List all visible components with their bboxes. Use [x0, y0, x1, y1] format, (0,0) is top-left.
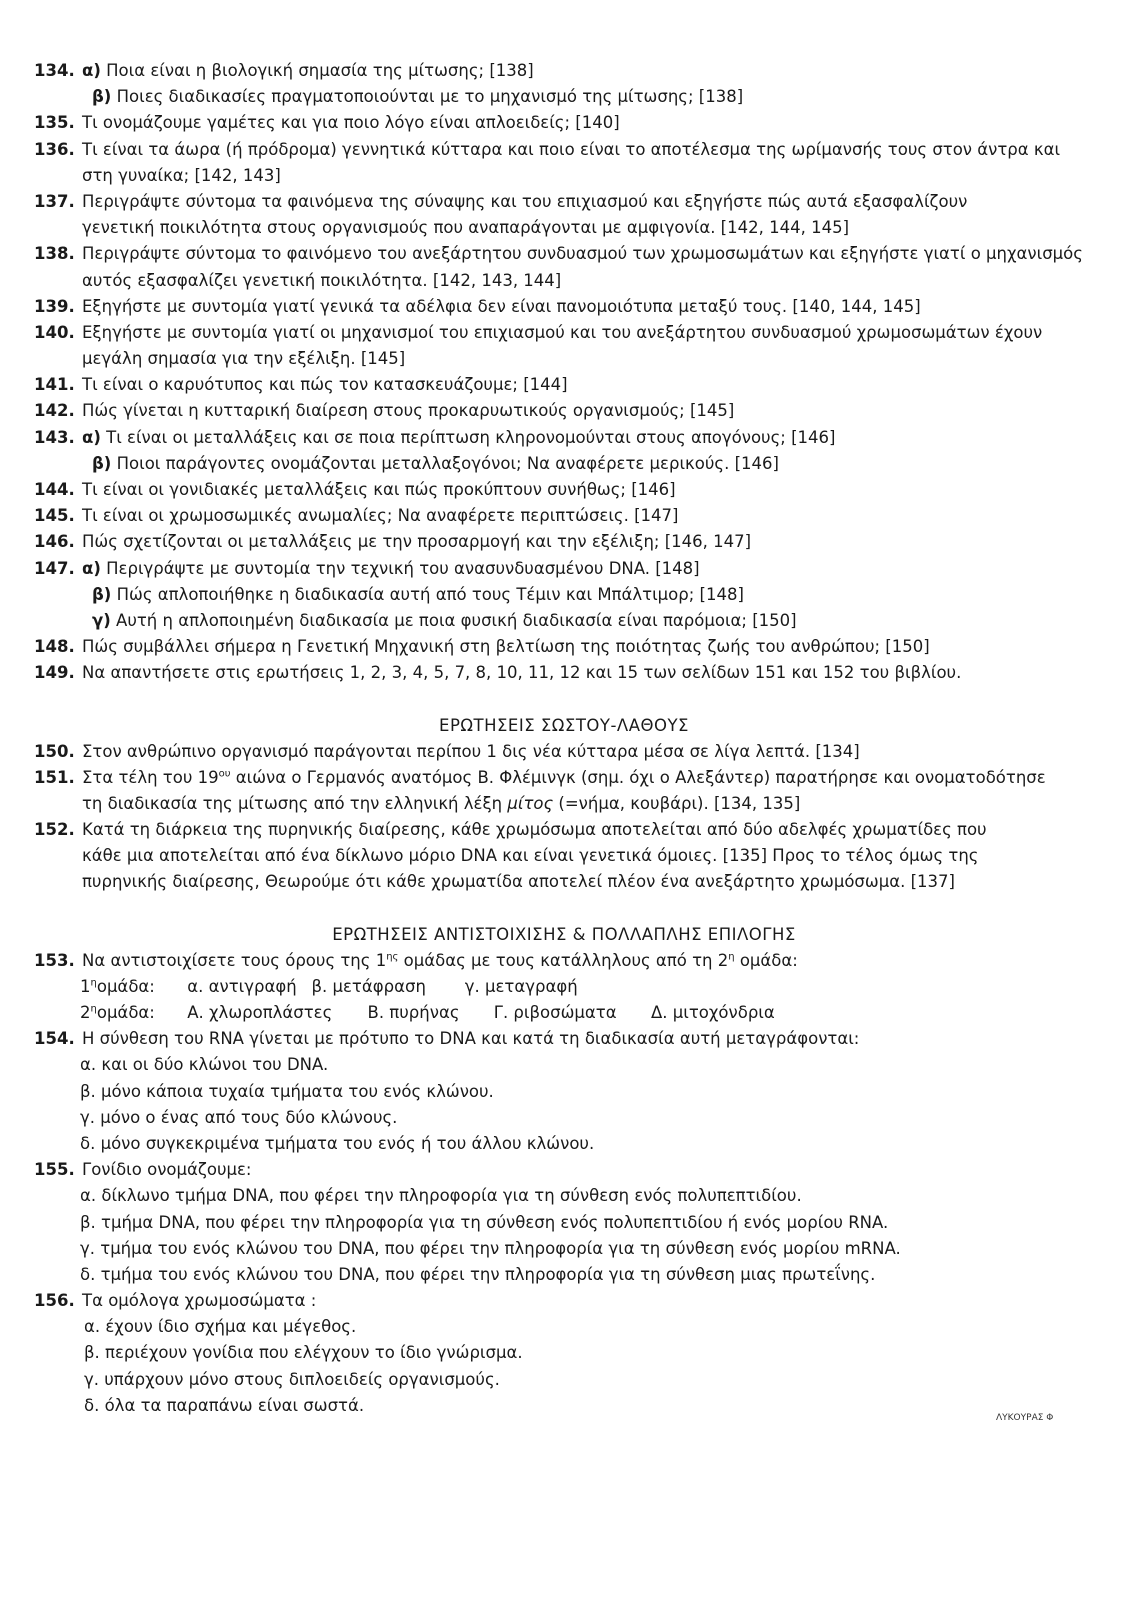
question-text: Τι είναι οι χρωμοσωμικές ανωμαλίες; Να αναφέρετε περιπτώσεις. [147] [82, 506, 679, 526]
question-text: Πώς συμβάλλει σήμερα η Γενετική Μηχανική στη βελτίωση της ποιότητας ζωής του ανθρώπου; [150] [82, 637, 930, 657]
question-text: Στα τέλη του 19 [82, 767, 219, 787]
question-number: 149. [34, 663, 75, 683]
question-text: Τι είναι ο καρυότυπος και πώς τον κατασκευάζουμε; [144] [82, 375, 568, 395]
answer-option: α. έχουν ίδιο σχήμα και μέγεθος. [84, 1317, 357, 1337]
superscript: ου [218, 768, 231, 780]
answer-option: β. περιέχουν γονίδια που ελέγχουν το ίδιο γνώρισμα. [84, 1343, 523, 1363]
sub-label: α) [82, 61, 101, 80]
answer-option: γ. μόνο ο ένας από τους δύο κλώνους. [80, 1107, 398, 1127]
question-text: Τα ομόλογα χρωμοσώματα : [82, 1291, 317, 1311]
question-text: Κατά τη διάρκεια της πυρηνικής διαίρεσης, κάθε χρωμόσωμα αποτελείται από δύο αδελφές χρωματίδες που [82, 820, 987, 840]
question-140 [34, 320, 1094, 346]
question-text: Να αντιστοιχίσετε τους όρους της 1 [82, 950, 387, 970]
answer-option: α. και οι δύο κλώνοι του DNA. [80, 1055, 329, 1075]
question-137 [34, 189, 1094, 215]
answer-option: β. τμήμα DNA, που φέρει την πληροφορία για τη σύνθεση ενός πολυπεπτιδίου ή ενός μορίου RNA. [80, 1212, 889, 1232]
question-text: αιώνα ο Γερμανός ανατόμος Β. Φλέμινγκ (σημ. όχι ο Αλεξάντερ) παρατήρησε και ονοματοδότησε [230, 767, 1046, 787]
question-138 [34, 241, 1094, 267]
question-text: Τι είναι οι μεταλλάξεις και σε ποια περίπτωση κληρονομούνται στους απογόνους; [146] [106, 427, 836, 447]
match-term: Γ. ριβοσώματα [493, 1003, 617, 1022]
answer-option: δ. μόνο συγκεκριμένα τμήματα του ενός ή του άλλου κλώνου. [80, 1133, 595, 1153]
question-number: 153. [34, 950, 75, 970]
question-text: Εξηγήστε με συντομία γιατί οι μηχανισμοί του επιχιασμού και του ανεξάρτητου συνδυασμού χρωμοσωμάτων έχουν [82, 322, 1043, 342]
question-146 [34, 529, 1094, 555]
match-term: γ. μεταγραφή [464, 976, 578, 996]
question-153 [34, 948, 1094, 974]
question-text: Τι ονομάζουμε γαμέτες και για ποιο λόγο είναι απλοειδείς; [140] [82, 113, 620, 133]
question-text-continued: γενετική ποικιλότητα στους οργανισμούς που αναπαράγονται με αμφιγονία. [142, 144, 145] [82, 218, 850, 238]
question-text: Αυτή η απλοποιημένη διαδικασία με ποια φυσική διαδικασία είναι παρόμοια; [150] [116, 610, 797, 630]
sub-label: α) [82, 427, 101, 447]
question-text: Περιγράψτε σύντομα το φαινόμενο του ανεξάρτητου συνδυασμού των χρωμοσωμάτων και εξηγήστε γιατί ο μηχανισμός [82, 244, 1083, 264]
group-number: 2 [80, 1003, 91, 1022]
question-text: Εξηγήστε με συντομία γιατί γενικά τα αδέλφια δεν είναι πανομοιότυπα μεταξύ τους. [140, 144, 145] [82, 296, 921, 316]
answer-option: β. μόνο κάποια τυχαία τμήματα του ενός κλώνου. [80, 1081, 494, 1101]
question-number: 151. [34, 767, 75, 787]
question-text-continued: στη γυναίκα; [142, 143] [82, 165, 281, 185]
question-147 [34, 556, 1094, 582]
answer-option: γ. τμήμα του ενός κλώνου του DNA, που φέρει την πληροφορία για τη σύνθεση ενός μορίου mRNA. [80, 1238, 901, 1258]
sub-label: α) [82, 558, 101, 578]
answer-option: γ. υπάρχουν μόνο στους διπλοειδείς οργανισμούς. [84, 1369, 500, 1389]
question-text: Ποιες διαδικασίες πραγματοποιούνται με το μηχανισμό της μίτωσης; [138] [116, 87, 744, 107]
question-156 [34, 1288, 1094, 1314]
question-number: 142. [34, 401, 75, 421]
question-sheet [34, 58, 1094, 1419]
question-145 [34, 503, 1094, 529]
question-148 [34, 634, 1094, 660]
sub-label: γ) [92, 610, 111, 630]
group-number: 1 [80, 976, 91, 996]
question-number: 135. [34, 113, 75, 133]
question-text: Στον ανθρώπινο οργανισμό παράγονται περίπου 1 δις νέα κύτταρα μέσα σε λίγα λεπτά. [134] [82, 741, 860, 761]
question-text: Τι είναι οι γονιδιακές μεταλλάξεις και πώς προκύπτουν συνήθως; [146] [82, 480, 676, 499]
question-number: 150. [34, 741, 75, 761]
question-text: Γονίδιο ονομάζουμε: [82, 1160, 252, 1180]
match-group-1 [34, 974, 1094, 1000]
question-number: 144. [34, 480, 75, 499]
question-151 [34, 765, 1094, 791]
superscript: η [728, 951, 735, 963]
question-number: 134. [34, 61, 75, 80]
question-150 [34, 739, 1094, 765]
question-143 [34, 425, 1094, 451]
question-139 [34, 294, 1094, 320]
section-heading-matching-multiple-choice: ΕΡΩΤΗΣΕΙΣ ΑΝΤΙΣΤΟΙΧΙΣΗΣ & ΠΟΛΛΑΠΛΗΣ ΕΠΙΛΟΓΗΣ [332, 924, 796, 944]
question-text: Περιγράψτε σύντομα τα φαινόμενα της σύναψης και του επιχιασμού και εξηγήστε πώς αυτά εξασφαλίζουν [82, 191, 968, 211]
question-142 [34, 398, 1094, 424]
question-text: Πώς απλοποιήθηκε η διαδικασία αυτή από τους Τέμιν και Μπάλτιμορ; [148] [116, 584, 744, 604]
superscript: η [90, 1003, 97, 1015]
question-152 [34, 817, 1094, 843]
question-number: 136. [34, 139, 75, 159]
question-number: 145. [34, 506, 75, 526]
question-text: Περιγράψτε με συντομία την τεχνική του ανασυνδυασμένου DNA. [148] [106, 558, 700, 578]
match-group-2 [34, 1000, 1094, 1026]
match-term: Α. χλωροπλάστες [187, 1003, 333, 1022]
emphasized-word: μίτος [507, 793, 554, 813]
answer-option: δ. τμήμα του ενός κλώνου του DNA, που φέρει την πληροφορία για τη σύνθεση μιας πρωτεΐνης. [80, 1264, 876, 1284]
question-text: Πώς σχετίζονται οι μεταλλάξεις με την προσαρμογή και την εξέλιξη; [146, 147] [82, 532, 752, 552]
question-number: 143. [34, 427, 75, 447]
sub-label: β) [92, 453, 112, 473]
sub-label: β) [92, 584, 112, 604]
superscript: ης [386, 951, 399, 963]
question-number: 147. [34, 558, 75, 578]
question-number: 141. [34, 375, 75, 395]
question-number: 156. [34, 1291, 75, 1311]
answer-option: δ. όλα τα παραπάνω είναι σωστά. [84, 1395, 365, 1415]
question-text-continued: μεγάλη σημασία για την εξέλιξη. [145] [82, 349, 406, 369]
question-text: Ποιοι παράγοντες ονομάζονται μεταλλαξογόνοι; Να αναφέρετε μερικούς. [146] [116, 453, 779, 473]
match-term: Β. πυρήνας [367, 1003, 460, 1022]
question-text-continued: πυρηνικής διαίρεσης, Θεωρούμε ότι κάθε χρωματίδα αποτελεί πλέον ένα ανεξάρτητο χρωμόσωμα. [137] [82, 872, 955, 892]
sub-label: β) [92, 87, 112, 107]
question-144 [34, 477, 1094, 503]
match-term: β. μετάφραση [311, 976, 426, 996]
question-text: Πώς γίνεται η κυτταρική διαίρεση στους προκαρυωτικούς οργανισμούς; [145] [82, 401, 735, 421]
question-136 [34, 137, 1094, 163]
question-number: 137. [34, 191, 75, 211]
question-135 [34, 110, 1094, 136]
question-134 [34, 58, 1094, 84]
match-term: α. αντιγραφή [187, 976, 297, 996]
answer-option: α. δίκλωνο τμήμα DNA, που φέρει την πληροφορία για τη σύνθεση ενός πολυπεπτιδίου. [80, 1186, 802, 1206]
section-heading-true-false: ΕΡΩΤΗΣΕΙΣ ΣΩΣΤΟΥ-ΛΑΘΟΥΣ [439, 715, 689, 735]
question-text: ομάδα: [734, 950, 798, 970]
question-155 [34, 1157, 1094, 1183]
question-141 [34, 372, 1094, 398]
group-label: ομάδα: [96, 1003, 155, 1022]
group-label: ομάδα: [96, 976, 155, 996]
question-149 [34, 660, 1094, 686]
question-text: Να απαντήσετε στις ερωτήσεις 1, 2, 3, 4, 5, 7, 8, 10, 11, 12 και 15 των σελίδων 151 και 152 του βιβλίου. [82, 663, 962, 683]
question-text: Ποια είναι η βιολογική σημασία της μίτωσης; [138] [106, 61, 534, 80]
question-number: 138. [34, 244, 75, 264]
question-number: 146. [34, 532, 75, 552]
question-number: 155. [34, 1160, 75, 1180]
superscript: η [90, 977, 97, 989]
match-term: Δ. μιτοχόνδρια [651, 1003, 775, 1022]
question-number: 154. [34, 1029, 75, 1049]
question-number: 152. [34, 820, 75, 840]
question-text-continued: τη διαδικασία της μίτωσης από την ελληνική λέξη [82, 793, 508, 813]
question-number: 139. [34, 296, 75, 316]
question-number: 148. [34, 637, 75, 657]
question-text-continued: κάθε μια αποτελείται από ένα δίκλωνο μόριο DNA και είναι γενετικά όμοιες. [135] Προς το τέλος όμως της [82, 846, 979, 866]
question-text: ομάδας με τους κατάλληλους από τη 2 [398, 950, 729, 970]
author-signature: ΛΥΚΟΥΡΑΣ Φ [996, 1413, 1054, 1423]
question-text: Η σύνθεση του RNA γίνεται με πρότυπο το DNA και κατά τη διαδικασία αυτή μεταγράφονται: [82, 1029, 860, 1049]
question-text-continued: αυτός εξασφαλίζει γενετική ποικιλότητα. [142, 143, 144] [82, 270, 562, 290]
question-text-continued: (=νήμα, κουβάρι). [134, 135] [553, 793, 801, 813]
question-number: 140. [34, 322, 75, 342]
question-154 [34, 1026, 1094, 1052]
question-text: Τι είναι τα άωρα (ή πρόδρομα) γεννητικά κύτταρα και ποιο είναι το αποτέλεσμα της ωρίμανσής τους στον άντρα και [82, 139, 1061, 159]
